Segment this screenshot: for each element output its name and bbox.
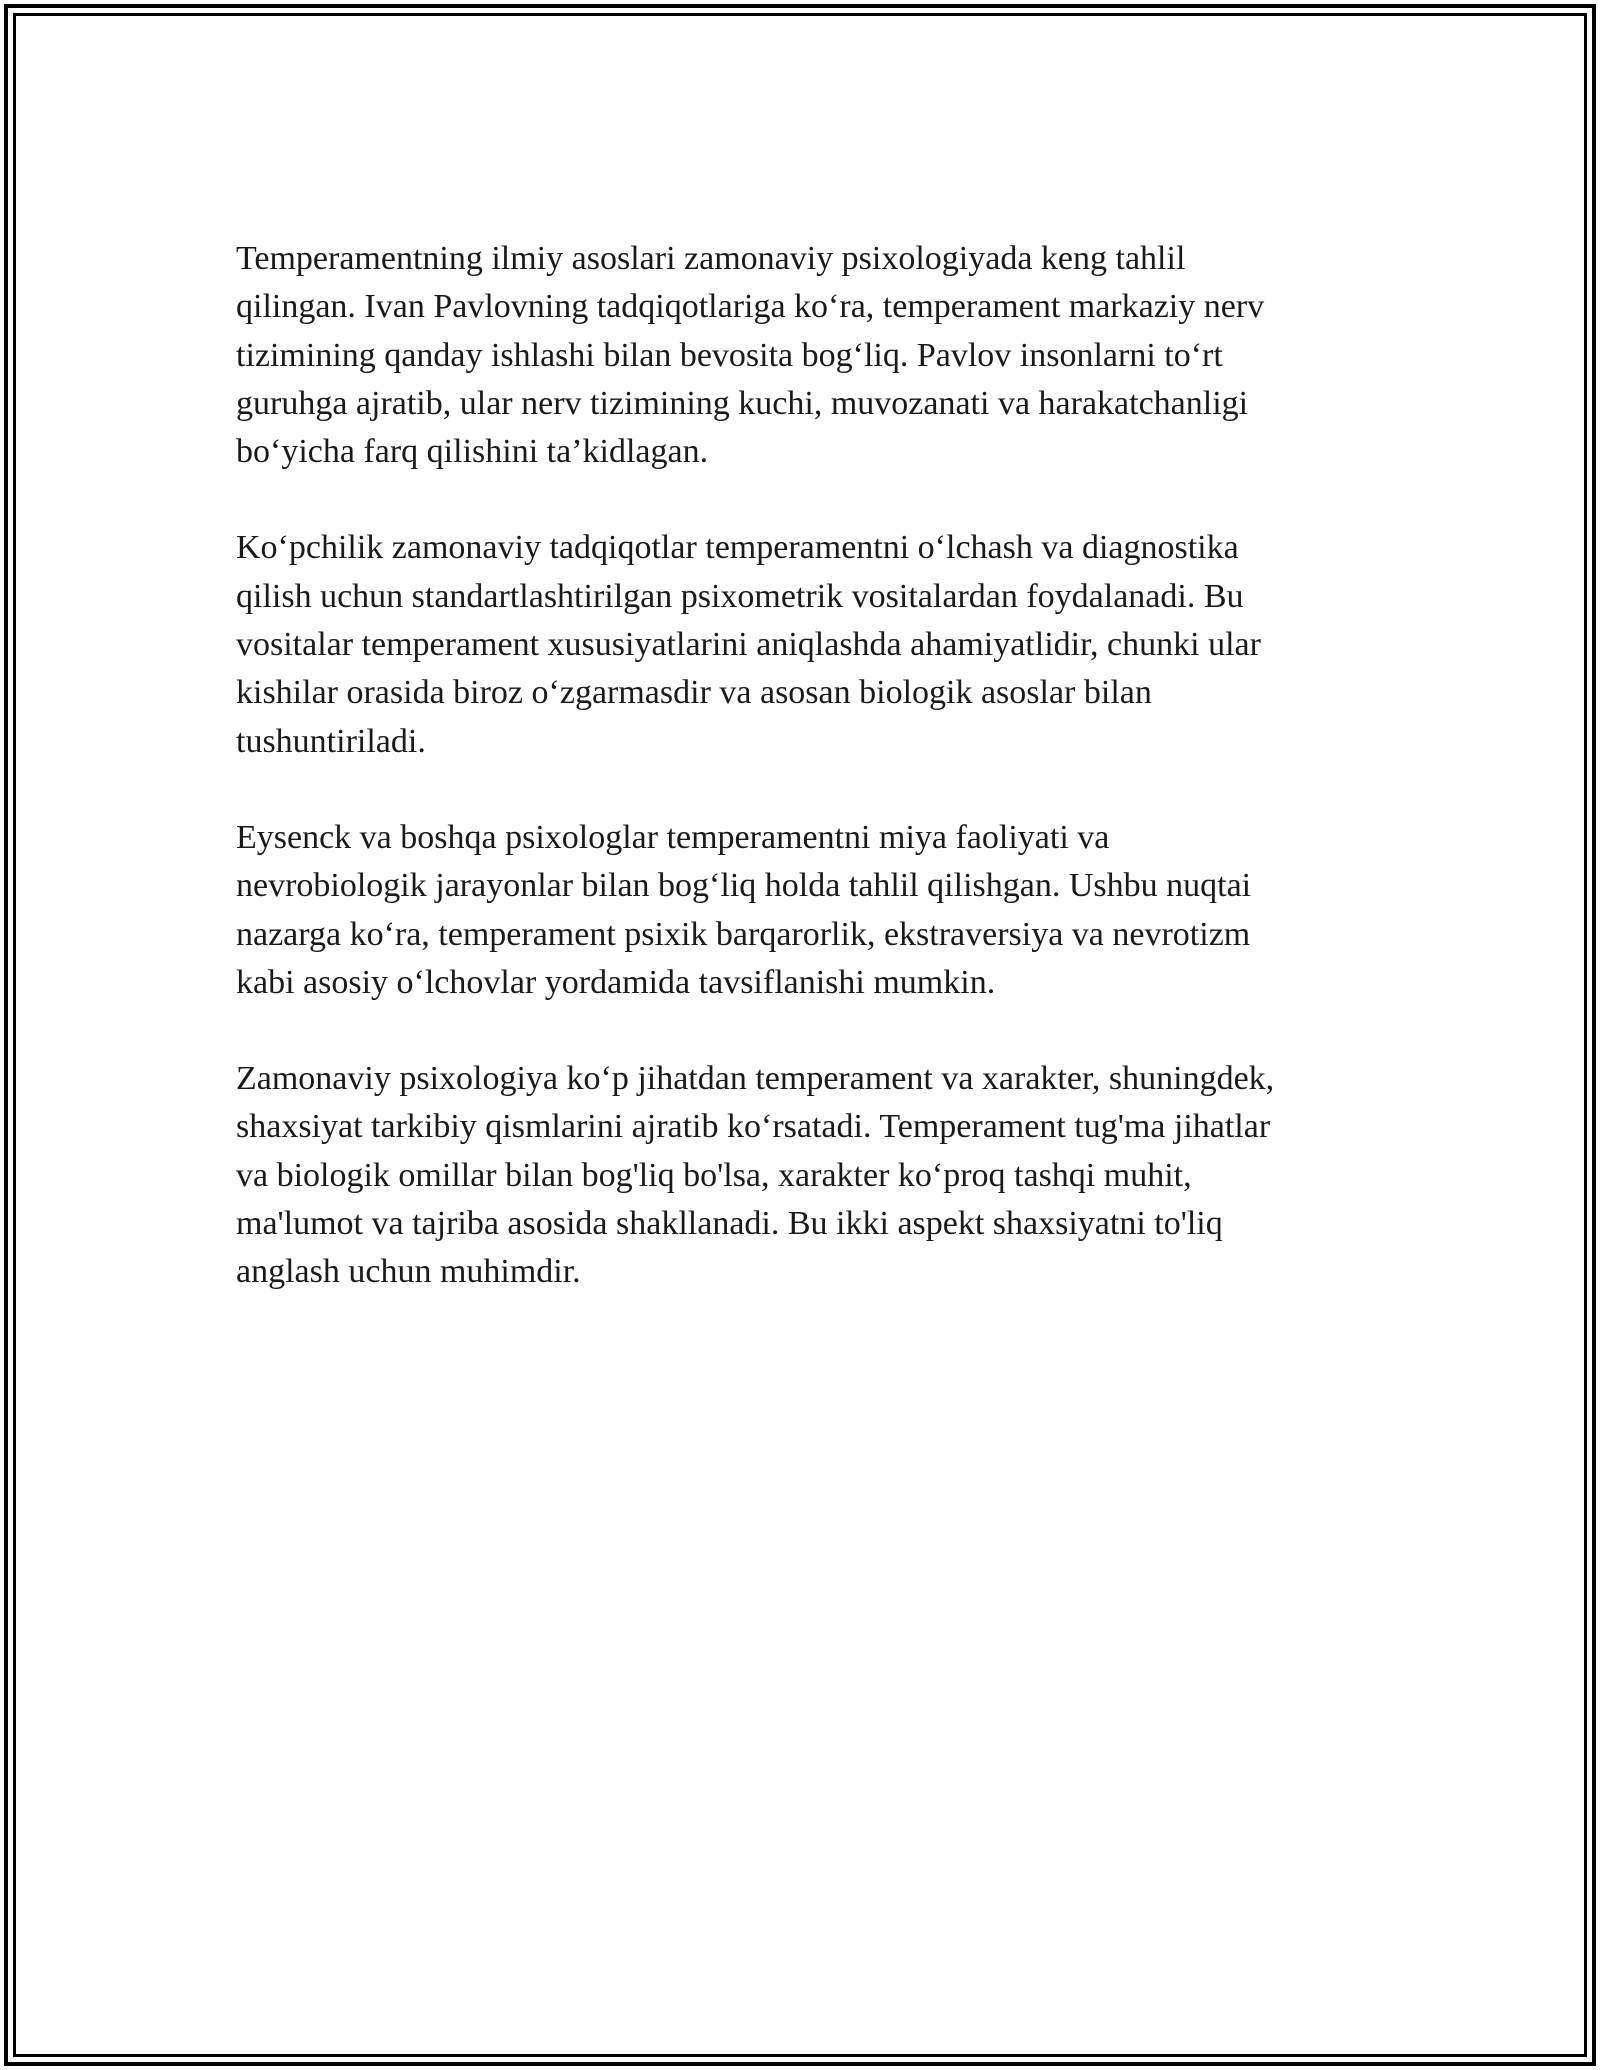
paragraph-4: Zamonaviy psixologiya ko‘p jihatdan temperament va xarakter, shuningdek, shaxsiyat tarkibiy qismlarini ajratib ko‘rsatadi. Temperament tug'ma jihatlar va biologik omillar bilan bog'liq bo'lsa, xarakter ko‘proq tashqi muhit, ma'lumot va tajriba asosida shakllanadi. Bu ikki aspekt shaxsiyatni to'liq anglash uchun muhimdir. [236,1060,1275,1291]
paragraph-3: Eysenck va boshqa psixologlar temperamentni miya faoliyati va nevrobiologik jarayonlar bilan bog‘liq holda tahlil qilishgan. Ushbu nuqtai nazarga ko‘ra, temperament psixik barqarorlik, ekstraversiya va nevrotizm kabi asosiy o‘lchovlar yordamida tavsiflanishi mumkin. [236,818,1252,1001]
document-body [236,235,1376,1345]
paragraph-1: Temperamentning ilmiy asoslari zamonaviy psixologiyada keng tahlil qilingan. Ivan Pavlovning tadqiqotlariga ko‘ra, temperament markaziy nerv tizimining qanday ishlashi bilan bevosita bog‘liq. Pavlov insonlarni to‘rt guruhga ajratib, ular nerv tizimining kuchi, muvozanati va harakatchanligi bo‘yicha farq qilishini ta’kidlagan. [236,240,1265,471]
paragraph-2: Ko‘pchilik zamonaviy tadqiqotlar temperamentni o‘lchash va diagnostika qilish uchun standartlashtirilgan psixometrik vositalardan foydalanadi. Bu vositalar temperament xususiyatlarini aniqlashda ahamiyatlidir, chunki ular kishilar orasida biroz o‘zgarmasdir va asosan biologik asoslar bilan tushuntiriladi. [236,529,1261,760]
